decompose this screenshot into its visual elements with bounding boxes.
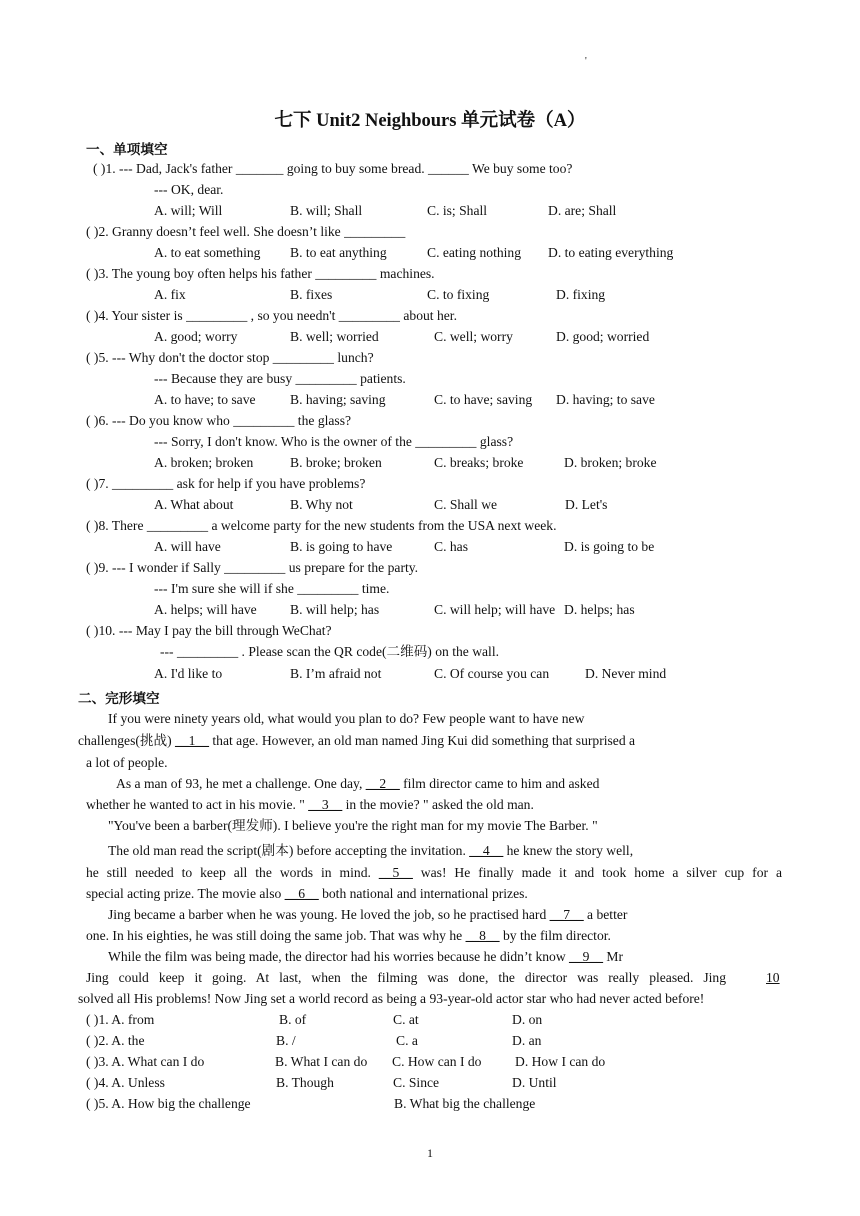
answer-option: D. good; worried: [556, 329, 650, 344]
answer-option: A. to eat something: [154, 245, 261, 260]
section-heading-single-choice: 一、单项填空: [86, 142, 168, 157]
passage-line: special acting prize. The movie also __6__ both national and international prizes.: [86, 886, 528, 901]
cloze-question: ( )4. A. Unless: [86, 1075, 165, 1090]
question-stem-reply: --- OK, dear.: [154, 182, 224, 197]
answer-option: A. helps; will have: [154, 602, 257, 617]
answer-option: D. helps; has: [564, 602, 635, 617]
cloze-question: ( )1. A. from: [86, 1012, 155, 1027]
passage-line: one. In his eighties, he was still doing the same job. That was why he __8__ by the film director.: [86, 928, 611, 943]
passage-line: If you were ninety years old, what would you plan to do? Few people want to have new: [108, 711, 585, 726]
passage-line: whether he wanted to act in his movie. " __3__ in the movie? " asked the old man.: [86, 797, 534, 812]
section-heading-cloze: 二、完形填空: [78, 691, 160, 706]
passage-line: a lot of people.: [86, 755, 168, 770]
blank-9: __9__: [569, 949, 604, 964]
passage-line: Jing could keep it going. At last, when the filming was done, the director was really pleased. Jing: [86, 970, 726, 985]
answer-option: B. I’m afraid not: [290, 666, 382, 681]
cloze-option: C. a: [396, 1033, 418, 1048]
blank-1: __1__: [175, 733, 209, 748]
passage-line: As a man of 93, he met a challenge. One day, __2__ film director came to him and asked: [116, 776, 600, 791]
cloze-option: B. What big the challenge: [394, 1096, 536, 1111]
cloze-option: B. What I can do: [275, 1054, 368, 1069]
answer-option: C. will help; will have: [434, 602, 556, 617]
blank-3: __3__: [308, 797, 343, 812]
answer-option: D. having; to save: [556, 392, 655, 407]
answer-option: C. Shall we: [434, 497, 498, 512]
answer-option: C. Of course you can: [434, 666, 550, 681]
answer-option: B. fixes: [290, 287, 333, 302]
answer-option: A. broken; broken: [154, 455, 254, 470]
answer-option: D. are; Shall: [548, 203, 617, 218]
question-stem-reply: --- _________ . Please scan the QR code(二维码) on the wall.: [160, 644, 500, 659]
answer-option: B. will; Shall: [290, 203, 363, 218]
answer-option: D. to eating everything: [548, 245, 674, 260]
answer-option: A. to have; to save: [154, 392, 256, 407]
blank-5: __5__: [378, 865, 413, 880]
cloze-question: ( )5. A. How big the challenge: [86, 1096, 251, 1111]
answer-option: D. is going to be: [564, 539, 655, 554]
page-number: 1: [427, 1146, 433, 1160]
question-stem: ( )6. --- Do you know who _________ the glass?: [86, 413, 352, 428]
cloze-option: D. on: [512, 1012, 543, 1027]
page-title: 七下 Unit2 Neighbours 单元试卷（A）: [274, 111, 586, 131]
passage-line: solved all His problems! Now Jing set a world record as being a 93-year-old actor star who had never acted before!: [78, 991, 705, 1006]
answer-option: B. to eat anything: [290, 245, 387, 260]
cloze-question: ( )2. A. the: [86, 1033, 145, 1048]
answer-option: B. broke; broken: [290, 455, 382, 470]
answer-option: A. I'd like to: [154, 666, 223, 681]
blank-8: __8__: [465, 928, 500, 943]
question-stem-reply: --- I'm sure she will if she _________ time.: [154, 581, 390, 596]
answer-option: A. will; Will: [154, 203, 223, 218]
cloze-option: B. Though: [276, 1075, 334, 1090]
answer-option: C. well; worry: [434, 329, 513, 344]
question-stem: ( )3. The young boy often helps his father _________ machines.: [86, 266, 435, 281]
question-stem: ( )4. Your sister is _________ , so you needn't _________ about her.: [86, 308, 457, 323]
question-stem: ( )5. --- Why don't the doctor stop _________ lunch?: [86, 350, 374, 365]
answer-option: C. to have; saving: [434, 392, 533, 407]
answer-option: B. having; saving: [290, 392, 386, 407]
question-stem-reply: --- Because they are busy _________ patients.: [154, 371, 406, 386]
passage-line: The old man read the script(剧本) before accepting the invitation. __4__ he knew the story well,: [108, 843, 634, 858]
question-stem: ( )8. There _________ a welcome party for the new students from the USA next week.: [86, 518, 557, 533]
answer-option: C. breaks; broke: [434, 455, 524, 470]
passage-line: challenges(挑战) __1__ that age. However, an old man named Jing Kui did something that surprised a: [78, 733, 636, 748]
question-stem: ( )10. --- May I pay the bill through WeChat?: [86, 623, 332, 638]
answer-option: B. is going to have: [290, 539, 393, 554]
answer-option: D. Never mind: [585, 666, 667, 681]
cloze-option: C. Since: [393, 1075, 440, 1090]
blank-10: 10: [766, 970, 780, 985]
answer-option: C. has: [434, 539, 468, 554]
passage-line: While the film was being made, the director had his worries because he didn’t know __9__ Mr: [108, 949, 624, 964]
answer-option: D. Let's: [565, 497, 608, 512]
cloze-option: D. Until: [512, 1075, 557, 1090]
answer-option: C. eating nothing: [427, 245, 522, 260]
cloze-option: B. of: [279, 1012, 307, 1027]
answer-option: C. to fixing: [427, 287, 490, 302]
question-stem: ( )1. --- Dad, Jack's father _______ going to buy some bread. ______ We buy some too?: [93, 161, 573, 176]
blank-6: __6__: [284, 886, 319, 901]
answer-option: D. broken; broke: [564, 455, 657, 470]
passage-line: Jing became a barber when he was young. He loved the job, so he practised hard __7__ a better: [108, 907, 628, 922]
cloze-question: ( )3. A. What can I do: [86, 1054, 205, 1069]
question-stem-reply: --- Sorry, I don't know. Who is the owner of the _________ glass?: [154, 434, 514, 449]
answer-option: C. is; Shall: [427, 203, 488, 218]
answer-option: B. Why not: [290, 497, 353, 512]
blank-4: __4__: [469, 843, 504, 858]
cloze-option: D. an: [512, 1033, 542, 1048]
answer-option: A. What about: [154, 497, 234, 512]
answer-option: A. will have: [154, 539, 221, 554]
header-mark: ': [585, 56, 587, 67]
cloze-option: C. How can I do: [392, 1054, 482, 1069]
question-stem: ( )2. Granny doesn’t feel well. She doesn’t like _________: [86, 224, 406, 239]
blank-7: __7__: [549, 907, 584, 922]
passage-line: he still needed to keep all the words in mind. __5__ was! He finally made it and took home a silver cup for a: [86, 865, 783, 880]
question-stem: ( )7. _________ ask for help if you have problems?: [86, 476, 366, 491]
answer-option: D. fixing: [556, 287, 606, 302]
cloze-option: C. at: [393, 1012, 419, 1027]
blank-2: __2__: [365, 776, 400, 791]
cloze-option: B. /: [276, 1033, 296, 1048]
answer-option: A. fix: [154, 287, 186, 302]
answer-option: A. good; worry: [154, 329, 238, 344]
answer-option: B. well; worried: [290, 329, 379, 344]
cloze-option: D. How I can do: [515, 1054, 606, 1069]
question-stem: ( )9. --- I wonder if Sally _________ us prepare for the party.: [86, 560, 419, 575]
answer-option: B. will help; has: [290, 602, 380, 617]
passage-line: "You've been a barber(理发师). I believe you're the right man for my movie The Barber. ": [108, 818, 598, 833]
